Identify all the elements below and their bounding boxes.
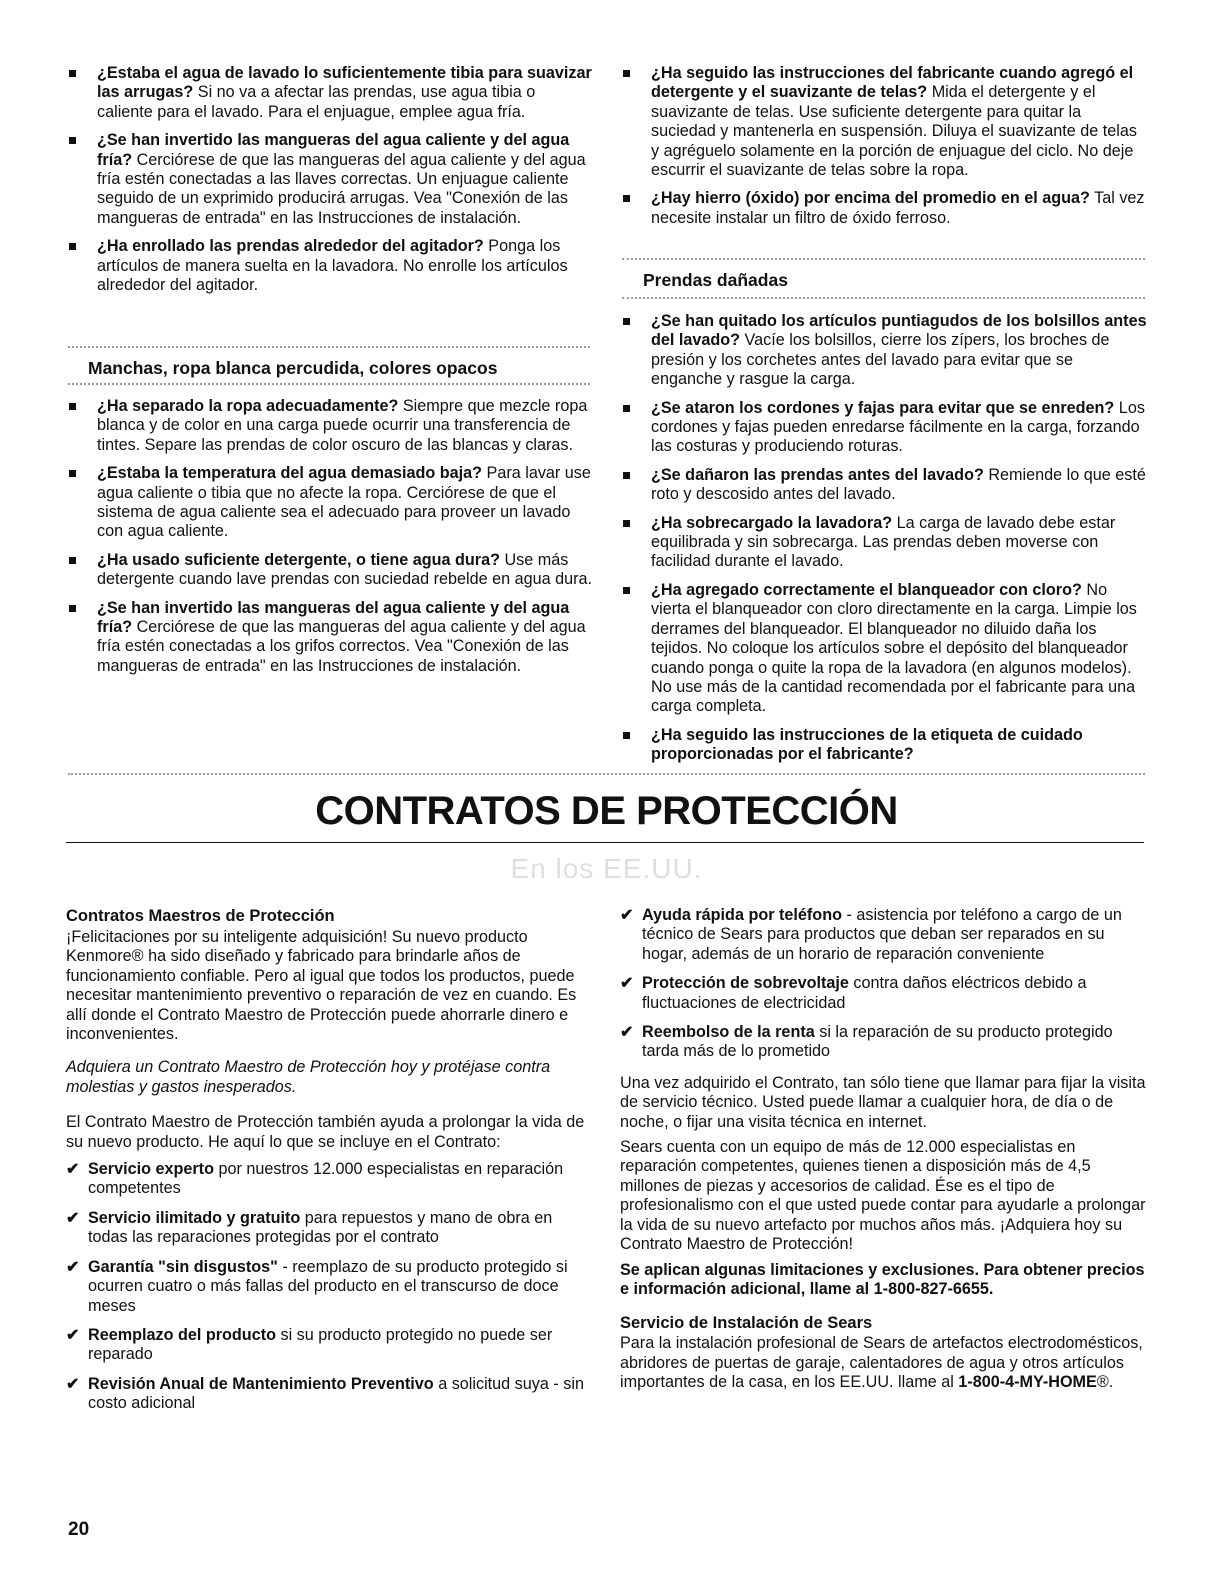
benefit-item: ✔ Ayuda rápida por teléfono - asistencia por teléfono a cargo de un técnico de Sears para productos que deban ser reparados en su hogar, además de un horario de reparación conveniente	[620, 906, 1122, 963]
damaged-list	[620, 312, 1147, 765]
check-icon: ✔	[66, 1257, 80, 1276]
protection-right-column	[620, 906, 1147, 1407]
section-heading-damaged: Prendas dañadas	[643, 270, 788, 290]
section-divider	[68, 346, 590, 348]
section-divider	[68, 383, 590, 385]
list-item: ¿Ha agregado correctamente el blanqueador con cloro? No vierta el blanqueador con cloro directamente en la carga. Limpie los derrames del blanqueador. El blanqueador no diluido daña los tejidos. No coloque los artículos sobre el depósito del blanqueador cuando ponga o quite la ropa de la lavadora (en algunos modelos). No use más de la cantidad recomendada por el fabricante para una carga completa.	[620, 581, 1147, 717]
list-item: ¿Se dañaron las prendas antes del lavado? Remiende lo que esté roto y descosido antes del lavado.	[620, 466, 1147, 505]
benefit-item: ✔ Reembolso de la renta si la reparación de su producto protegido tarda más de lo prometido	[620, 1023, 1113, 1061]
check-icon: ✔	[66, 1374, 80, 1393]
section-divider	[68, 773, 1145, 775]
benefit-item: ✔ Reemplazo del producto si su producto protegido no puede ser reparado	[66, 1325, 553, 1364]
includes-paragraph: El Contrato Maestro de Protección también ayuda a prolongar la vida de su nuevo producto. He aquí lo que se incluye en el Contrato:	[66, 1113, 585, 1151]
install-service-heading: Servicio de Instalación de Sears	[620, 1314, 873, 1333]
section-divider	[622, 258, 1145, 260]
page-title: CONTRATOS DE PROTECCIÓN	[315, 789, 898, 833]
check-icon: ✔	[620, 906, 634, 924]
list-item: ¿Ha separado la ropa adecuadamente? Siempre que mezcle ropa blanca y de color en una carga puede ocurrir una transferencia de tintes. Separe las prendas de color oscuro de las blancas y claras.	[66, 397, 592, 455]
sears-team-paragraph: Sears cuenta con un equipo de más de 12.000 especialistas en reparación competentes, quienes tienen a disposición más de 4,5 millones de piezas y accesorios de calidad. Ése es el tipo de profesionalismo con el que usted puede contar para ayudarle a prolongar la vida de su nuevo artefacto por muchos años más. ¡Adquiera hoy su Contrato Maestro de Protección!	[620, 1138, 1146, 1254]
protection-left-column	[66, 906, 590, 1424]
once-paragraph: Una vez adquirido el Contrato, tan sólo tiene que llamar para fijar la visita de servicio técnico. Usted puede llamar a cualquier hora, de día o de noche, o fijar una visita técnica en internet.	[620, 1073, 1146, 1131]
stains-list	[66, 397, 592, 676]
list-item: ¿Estaba la temperatura del agua demasiado baja? Para lavar use agua caliente o tibia que no afecte la ropa. Cerciórese de que el sistema de agua caliente sea el adecuado para proveer un lavado con agua caliente.	[66, 464, 592, 542]
list-item: ¿Se ataron los cordones y fajas para evitar que se enreden? Los cordones y fajas pueden enredarse fácilmente en la carga, forzando las costuras y produciendo roturas.	[620, 399, 1147, 457]
list-item: ¿Se han invertido las mangueras del agua caliente y del agua fría? Cerciórese de que las mangueras del agua caliente y del agua fría estén conectadas a los grifos correctos. Vea "Conexión de las mangueras de entrada" en las Instrucciones de instalación.	[66, 599, 592, 677]
troubleshoot-list-left	[66, 64, 592, 295]
check-icon: ✔	[620, 1023, 634, 1042]
check-icon: ✔	[66, 1325, 80, 1344]
install-phone: 1-800-4-MY-HOME	[958, 1373, 1097, 1392]
right-column-top	[620, 64, 1147, 237]
section-heading-stains: Manchas, ropa blanca percudida, colores opacos	[88, 358, 498, 378]
list-item: ¿Ha seguido las instrucciones del fabricante cuando agregó el detergente y el suavizante de telas? Mida el detergente y el suavizante de telas. Use suficiente detergente para quitar la suciedad y mantenerla en suspensión. Diluya el suavizante de telas y agréguelo solamente en la porción de enjuague del ciclo. No deje escurrir el suavizante de telas sobre la ropa.	[620, 64, 1147, 180]
check-icon: ✔	[66, 1208, 80, 1227]
list-item: ¿Estaba el agua de lavado lo suficientemente tibia para suavizar las arrugas? Si no va a afectar las prendas, use agua tibia o caliente para el lavado. Para el enjuague, emplee agua fría.	[66, 64, 592, 122]
benefit-item: ✔ Servicio experto por nuestros 12.000 especialistas en reparación competentes	[66, 1160, 564, 1198]
intro-paragraph: ¡Felicitaciones por su inteligente adquisición! Su nuevo producto Kenmore® ha sido diseñado y fabricado para brindarle años de funcionamiento confiable. Pero al igual que todos los productos, puede necesitar mantenimiento preventivo o reparación de vez en cuando. Es allí donde el Contrato Maestro de Protección puede ahorrarle dinero e inconvenientes.	[66, 928, 577, 1044]
title-rule	[66, 842, 1144, 843]
list-item: ¿Se han invertido las mangueras del agua caliente y del agua fría? Cerciórese de que las mangueras del agua caliente y del agua fría estén conectadas a las llaves correctas. Un enjuague caliente seguido de un exprimido producirá arrugas. Vea "Conexión de las mangueras de entrada" en las Instrucciones de instalación.	[66, 131, 592, 228]
list-item: ¿Hay hierro (óxido) por encima del promedio en el agua? Tal vez necesite instalar un filtro de óxido ferroso.	[620, 189, 1147, 228]
left-column-top	[66, 64, 592, 304]
italic-tagline: Adquiera un Contrato Maestro de Protección hoy y protéjase contra molestias y gastos inesperados.	[66, 1058, 551, 1096]
troubleshoot-list-right	[620, 64, 1147, 228]
check-icon: ✔	[620, 974, 634, 993]
section-divider	[622, 297, 1145, 299]
list-item: ¿Se han quitado los artículos puntiagudos de los bolsillos antes del lavado? Vacíe los bolsillos, cierre los zípers, los broches de presión y los corchetes antes del lavado para evitar que se enganche y rasgue la carga.	[620, 312, 1147, 390]
install-paragraph: Para la instalación profesional de Sears de artefactos electrodomésticos, abridores de puertas de garaje, calentadores de agua y otros artículos importantes de la casa, en los EE.UU. llame al 1-800-4-MY-HOME®.	[620, 1334, 1143, 1392]
list-item: ¿Ha usado suficiente detergente, o tiene agua dura? Use más detergente cuando lave prendas con suciedad rebelde en agua dura.	[66, 551, 592, 590]
page-number: 20	[68, 1519, 90, 1540]
list-item: ¿Ha sobrecargado la lavadora? La carga de lavado debe estar equilibrada y sin sobrecarga. Las prendas deben moverse con facilidad durante el lavado.	[620, 514, 1147, 572]
benefit-item: ✔ Protección de sobrevoltaje contra daños eléctricos debido a fluctuaciones de electricidad	[620, 974, 1087, 1012]
right-column-damaged	[620, 312, 1147, 774]
list-item: ¿Ha enrollado las prendas alrededor del agitador? Ponga los artículos de manera suelta en la lavadora. No enrolle los artículos alrededor del agitador.	[66, 237, 592, 295]
list-item: ¿Ha seguido las instrucciones de la etiqueta de cuidado proporcionadas por el fabricante?	[620, 726, 1147, 765]
faded-subtitle: En los EE.UU.	[510, 853, 703, 884]
left-column-stains	[66, 397, 592, 685]
check-icon: ✔	[66, 1160, 80, 1179]
master-contracts-heading: Contratos Maestros de Protección	[66, 907, 335, 925]
benefit-item: ✔ Revisión Anual de Mantenimiento Preventivo a solicitud suya - sin costo adicional	[66, 1374, 584, 1413]
limitations-paragraph: Se aplican algunas limitaciones y exclusiones. Para obtener precios e información adicional, llame al 1-800-827-6655.	[620, 1260, 1145, 1298]
benefit-item: ✔ Servicio ilimitado y gratuito para repuestos y mano de obra en todas las reparaciones protegidas por el contrato	[66, 1208, 553, 1247]
benefit-item: ✔ Garantía "sin disgustos" - reemplazo de su producto protegido si ocurren cuatro o más fallas del producto en el transcurso de doce meses	[66, 1257, 568, 1315]
